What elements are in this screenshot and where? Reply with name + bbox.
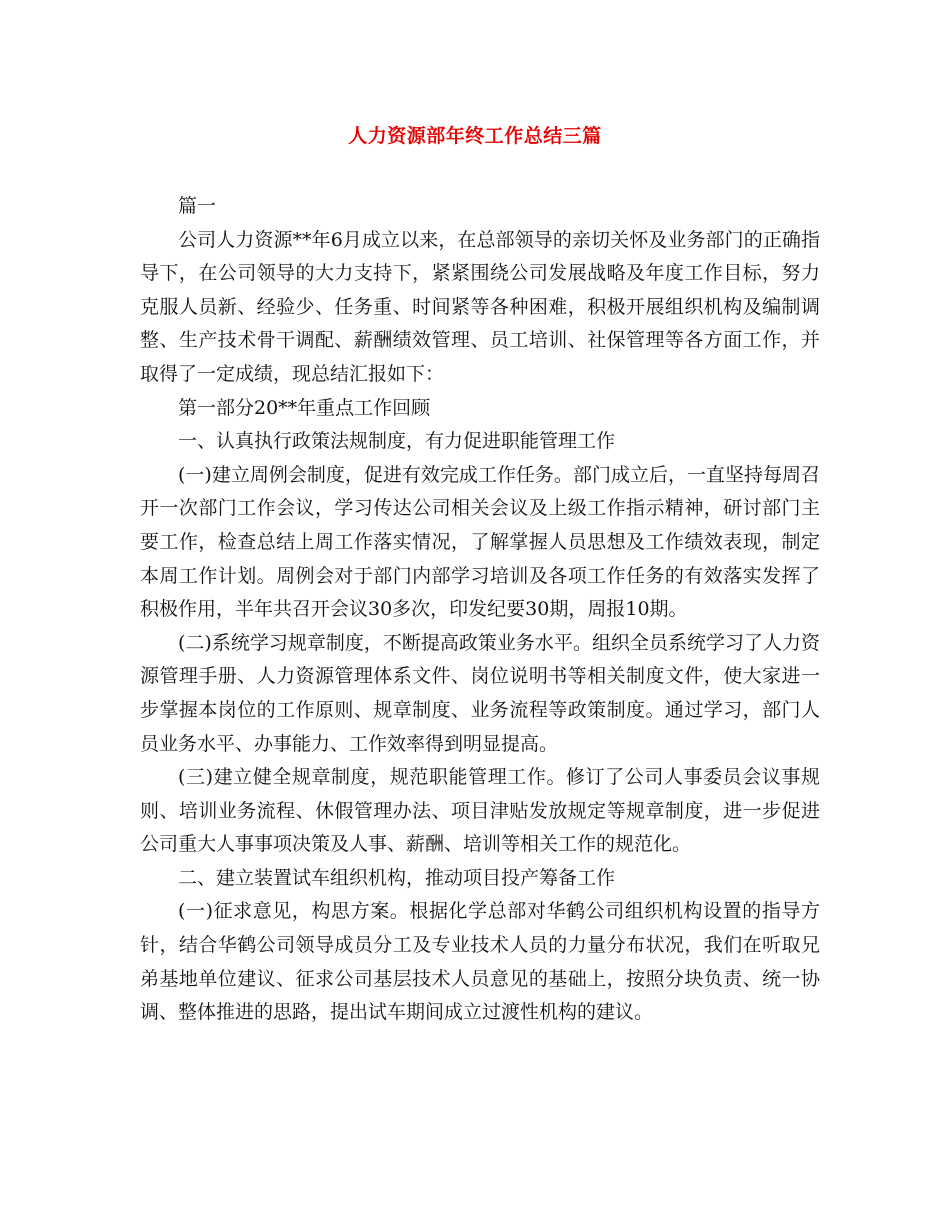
paragraph-item-2-1: (一)征求意见，构思方案。根据化学总部对华鹤公司组织机构设置的指导方针，结合华鹤公司领导成员分工及专业技术人员的力量分布状况，我们在听取兄弟基地单位建议、征求公司基层技术人员意见的基础上，按照分块负责、统一协调、整体推进的思路，提出试车期间成立过渡性机构的建议。	[140, 900, 820, 1024]
paragraph-section-heading: 第一部分20**年重点工作回顾	[178, 396, 431, 419]
paragraph-subheading-1: 一、认真执行政策法规制度，有力促进职能管理工作	[178, 430, 616, 453]
document-body	[140, 190, 820, 1030]
paragraph-item-1-2: (二)系统学习规章制度，不断提高政策业务水平。组织全员系统学习了人力资源管理手册、人力资源管理体系文件、岗位说明书等相关制度文件，使大家进一步掌握本岗位的工作原则、规章制度、业务流程等政策制度。通过学习，部门人员业务水平、办事能力、工作效率得到明显提高。	[140, 631, 820, 755]
paragraph-item-1-1: (一)建立周例会制度，促进有效完成工作任务。部门成立后，一直坚持每周召开一次部门工作会议，学习传达公司相关会议及上级工作指示精神，研讨部门主要工作，检查总结上周工作落实情况，了解掌握人员思想及工作绩效表现，制定本周工作计划。周例会对于部门内部学习培训及各项工作任务的有效落实发挥了积极作用，半年共召开会议30多次，印发纪要30期，周报10期。	[140, 463, 820, 621]
paragraph-intro: 公司人力资源**年6月成立以来，在总部领导的亲切关怀及业务部门的正确指导下，在公司领导的大力支持下，紧紧围绕公司发展战略及年度工作目标，努力克服人员新、经验少、任务重、时间紧等各种困难，积极开展组织机构及编制调整、生产技术骨干调配、薪酬绩效管理、员工培训、社保管理等各方面工作，并取得了一定成绩，现总结汇报如下：	[140, 228, 820, 385]
document-title: 人力资源部年终工作总结三篇	[348, 125, 602, 147]
paragraph-subheading-2: 二、建立装置试车组织机构，推动项目投产筹备工作	[178, 866, 616, 889]
paragraph-part-heading: 篇一	[178, 195, 217, 217]
paragraph-item-1-3: (三)建立健全规章制度，规范职能管理工作。修订了公司人事委员会议事规则、培训业务流程、休假管理办法、项目津贴发放规定等规章制度，进一步促进公司重大人事事项决策及人事、薪酬、培训等相关工作的规范化。	[140, 766, 820, 856]
